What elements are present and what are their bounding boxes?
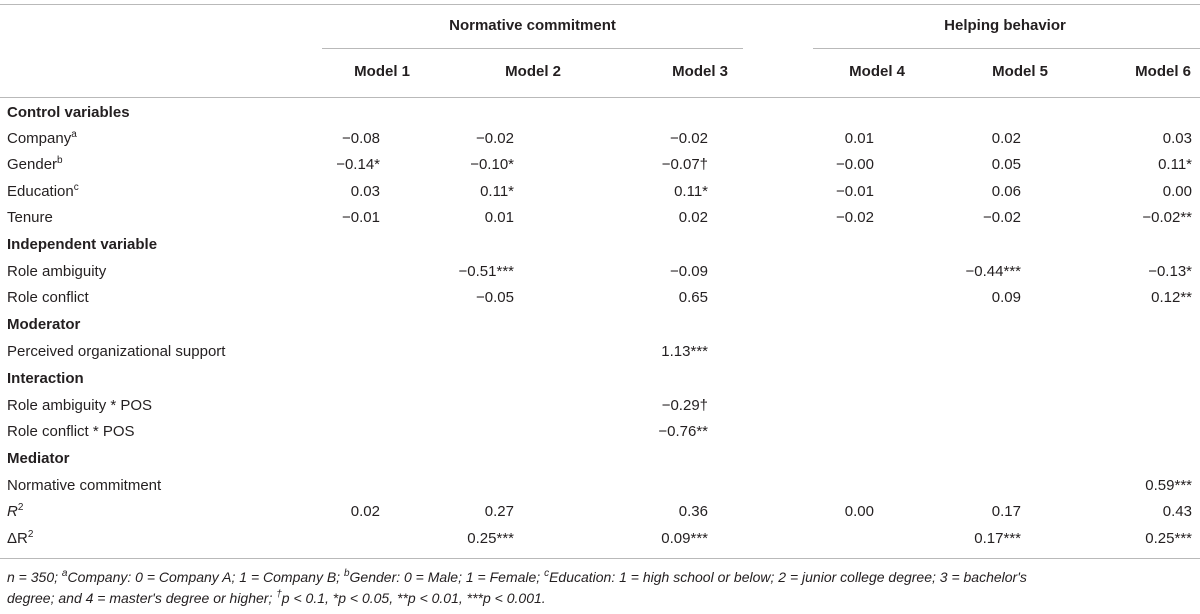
cell-role-conflict-model-2: −0.05 (476, 289, 514, 306)
row-label-role-ambiguity-pos: Role ambiguity * POS (7, 397, 153, 414)
cell-tenure-model-3: 0.02 (678, 209, 708, 226)
cell-r2-model-6: 0.43 (1162, 503, 1192, 520)
cell-gender-model-3: −0.07† (661, 156, 708, 173)
top-rule (0, 4, 1200, 5)
cell-education-model-5: 0.06 (991, 183, 1021, 200)
cell-company-model-4: 0.01 (844, 130, 874, 147)
cell-dr2-model-3: 0.09*** (661, 530, 708, 547)
row-label-delta-r-squared: $\Delta R^2$ (7, 529, 34, 547)
cell-education-model-3: 0.11* (674, 183, 708, 200)
cell-tenure-model-6: −0.02** (1142, 209, 1192, 226)
cell-r2-model-1: 0.02 (350, 503, 380, 520)
row-label-r-squared: $R^2$ (7, 502, 24, 520)
table-footnote-line-1: n = 350; $^a$Company: 0 = Company A; 1 = Company B; $^b$Gender: 0 = Male; 1 = Female; $^c$Education: 1 = high school or below; 2 = junior college degree; 3 = bachelor's (7, 568, 1027, 585)
cell-company-model-2: −0.02 (476, 130, 514, 147)
helping-group-rule (813, 48, 1200, 49)
cell-r2-model-2: 0.27 (484, 503, 514, 520)
model-header-4: Model 4 (849, 63, 905, 80)
cell-gender-model-6: 0.11* (1158, 156, 1192, 173)
cell-role-ambiguity-model-2: −0.51*** (458, 263, 514, 280)
cell-tenure-model-1: −0.01 (342, 209, 380, 226)
cell-company-model-1: −0.08 (342, 130, 380, 147)
cell-ra-pos-model-3: −0.29† (661, 397, 708, 414)
cell-role-ambiguity-model-6: −0.13* (1148, 263, 1192, 280)
cell-gender-model-5: 0.05 (991, 156, 1021, 173)
group-header-normative: Normative commitment (449, 17, 616, 34)
row-label-gender: Gender$^b$ (7, 155, 63, 173)
row-label-role-ambiguity: Role ambiguity (7, 263, 107, 280)
cell-role-conflict-model-6: 0.12** (1151, 289, 1192, 306)
section-control-variables: Control variables (7, 104, 130, 121)
cell-rc-pos-model-3: −0.76** (658, 423, 708, 440)
cell-tenure-model-2: 0.01 (484, 209, 514, 226)
row-label-company: Company$^a$ (7, 129, 77, 147)
row-label-role-conflict-pos: Role conflict * POS (7, 423, 135, 440)
normative-group-rule (322, 48, 743, 49)
cell-r2-model-5: 0.17 (991, 503, 1021, 520)
cell-dr2-model-6: 0.25*** (1145, 530, 1192, 547)
cell-pos-model-3: 1.13*** (661, 343, 708, 360)
cell-gender-model-2: −0.10* (470, 156, 514, 173)
cell-role-conflict-model-5: 0.09 (991, 289, 1021, 306)
cell-gender-model-1: −0.14* (336, 156, 380, 173)
cell-education-model-1: 0.03 (350, 183, 380, 200)
row-label-role-conflict: Role conflict (7, 289, 89, 306)
row-label-pos: Perceived organizational support (7, 343, 226, 360)
cell-education-model-4: −0.01 (836, 183, 874, 200)
cell-company-model-5: 0.02 (991, 130, 1021, 147)
cell-tenure-model-4: −0.02 (836, 209, 874, 226)
cell-gender-model-4: −0.00 (836, 156, 874, 173)
section-independent-variable: Independent variable (7, 236, 158, 253)
row-label-education: Education$^c$ (7, 182, 79, 200)
row-label-tenure: Tenure (7, 209, 53, 226)
section-interaction: Interaction (7, 370, 84, 387)
cell-education-model-6: 0.00 (1162, 183, 1192, 200)
cell-role-ambiguity-model-3: −0.09 (670, 263, 708, 280)
group-header-helping: Helping behavior (944, 17, 1066, 34)
cell-r2-model-4: 0.00 (844, 503, 874, 520)
cell-dr2-model-2: 0.25*** (467, 530, 514, 547)
row-label-normative-commitment: Normative commitment (7, 477, 162, 494)
model-header-5: Model 5 (992, 63, 1048, 80)
section-moderator: Moderator (7, 316, 81, 333)
cell-company-model-3: −0.02 (670, 130, 708, 147)
section-mediator: Mediator (7, 450, 70, 467)
model-header-3: Model 3 (672, 63, 728, 80)
cell-role-ambiguity-model-5: −0.44*** (965, 263, 1021, 280)
cell-normative-model-6: 0.59*** (1145, 477, 1192, 494)
model-header-6: Model 6 (1135, 63, 1191, 80)
model-header-1: Model 1 (354, 63, 410, 80)
cell-r2-model-3: 0.36 (678, 503, 708, 520)
cell-role-conflict-model-3: 0.65 (678, 289, 708, 306)
model-header-2: Model 2 (505, 63, 561, 80)
cell-dr2-model-5: 0.17*** (974, 530, 1021, 547)
table-bottom-rule (0, 558, 1200, 559)
cell-tenure-model-5: −0.02 (983, 209, 1021, 226)
header-bottom-rule (0, 97, 1200, 98)
cell-education-model-2: 0.11* (480, 183, 514, 200)
cell-company-model-6: 0.03 (1162, 130, 1192, 147)
table-footnote-line-2: degree; and 4 = master's degree or higher; †p < 0.1, *p < 0.05, **p < 0.01, ***p < 0.001. (7, 589, 546, 606)
